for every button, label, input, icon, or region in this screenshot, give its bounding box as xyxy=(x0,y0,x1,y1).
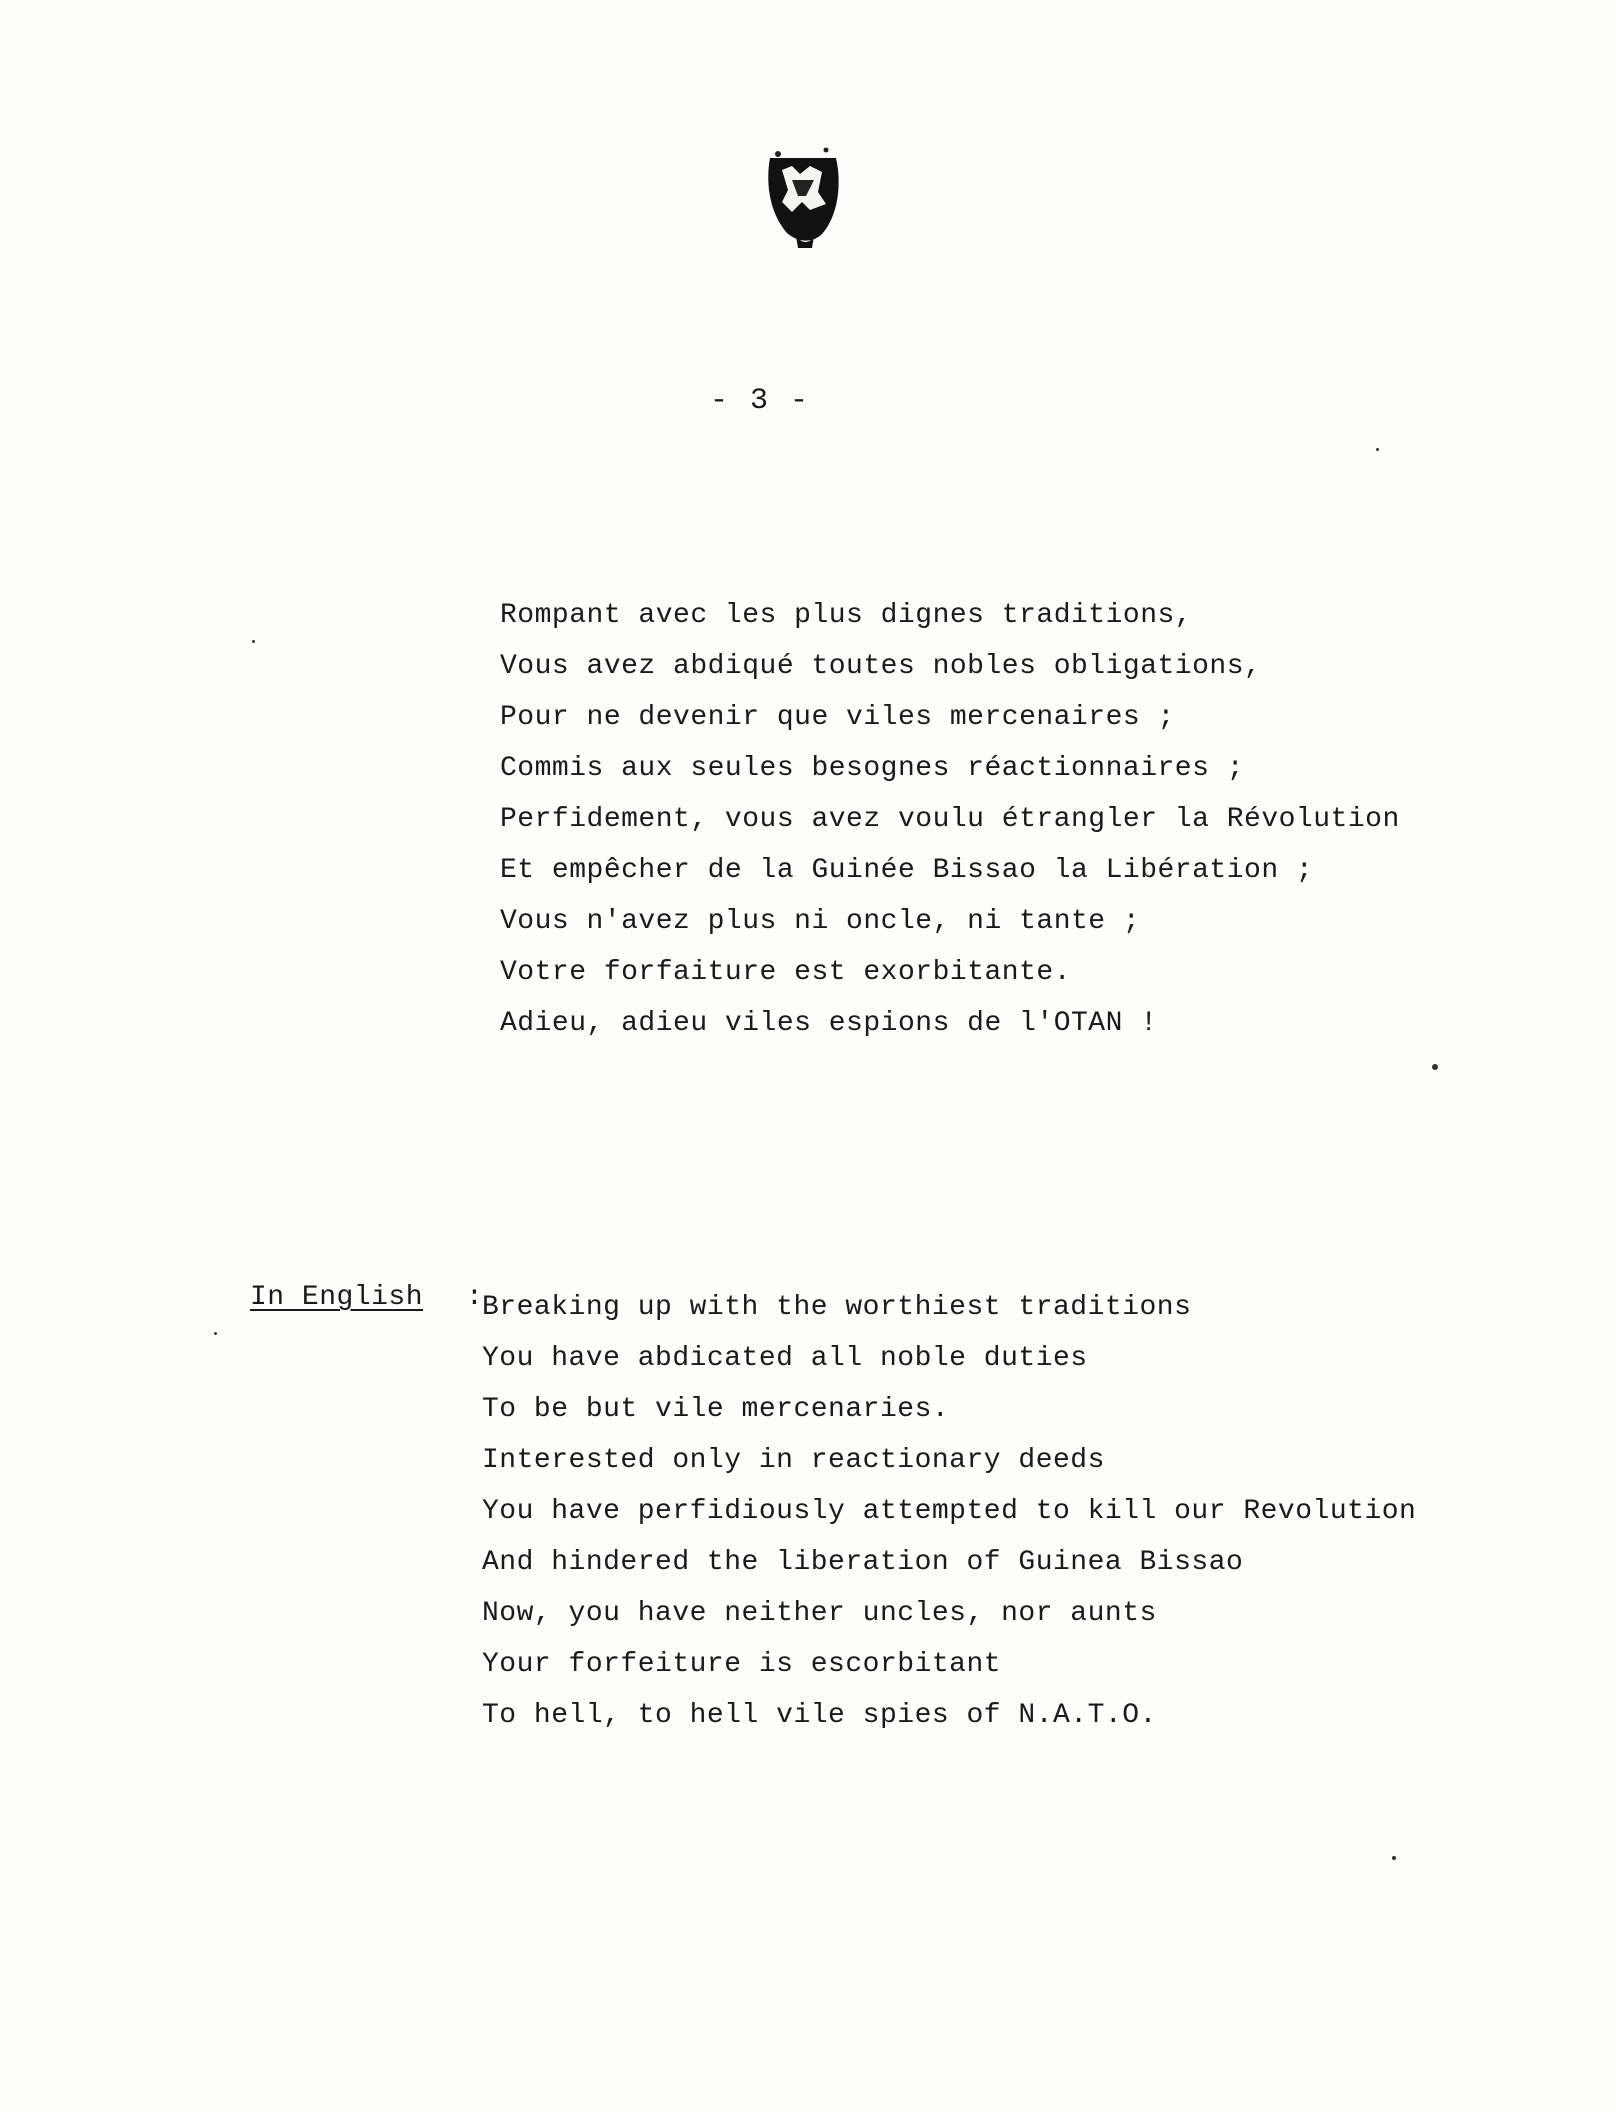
translation-line: Breaking up with the worthiest traditions xyxy=(482,1292,1192,1323)
scan-speck xyxy=(214,1332,217,1335)
seal-stamp-icon xyxy=(756,140,850,250)
english-translation xyxy=(482,1282,1416,1741)
scan-speck xyxy=(252,640,255,643)
scan-speck xyxy=(1376,448,1379,451)
verse-line: Vous avez abdiqué toutes nobles obligations, xyxy=(500,651,1262,682)
verse-line: Adieu, adieu viles espions de l'OTAN ! xyxy=(500,1008,1158,1039)
scan-speck xyxy=(1392,1856,1396,1860)
verse-line: Pour ne devenir que viles mercenaires ; xyxy=(500,702,1175,733)
french-verse xyxy=(500,590,1400,1049)
translation-line: And hindered the liberation of Guinea Bissao xyxy=(482,1547,1244,1578)
verse-line: Vous n'avez plus ni oncle, ni tante ; xyxy=(500,906,1141,937)
translation-line: To hell, to hell vile spies of N.A.T.O. xyxy=(482,1700,1157,1731)
translation-line: You have abdicated all noble duties xyxy=(482,1343,1088,1374)
scan-speck xyxy=(1432,1064,1438,1070)
label-separator: : xyxy=(466,1282,483,1313)
verse-line: Commis aux seules besognes réactionnaires ; xyxy=(500,753,1245,784)
english-label: In English xyxy=(250,1282,424,1313)
translation-line: Now, you have neither uncles, nor aunts xyxy=(482,1598,1157,1629)
translation-line: Your forfeiture is escorbitant xyxy=(482,1649,1002,1680)
translation-line: Interested only in reactionary deeds xyxy=(482,1445,1105,1476)
verse-line: Votre forfaiture est exorbitante. xyxy=(500,957,1071,988)
verse-line: Et empêcher de la Guinée Bissao la Libération ; xyxy=(500,855,1314,886)
translation-line: You have perfidiously attempted to kill our Revolution xyxy=(482,1496,1417,1527)
translation-line: To be but vile mercenaries. xyxy=(482,1394,950,1425)
verse-line: Perfidement, vous avez voulu étrangler la Révolution xyxy=(500,804,1400,835)
page-number: - 3 - xyxy=(709,384,810,418)
verse-line: Rompant avec les plus dignes traditions, xyxy=(500,600,1193,631)
